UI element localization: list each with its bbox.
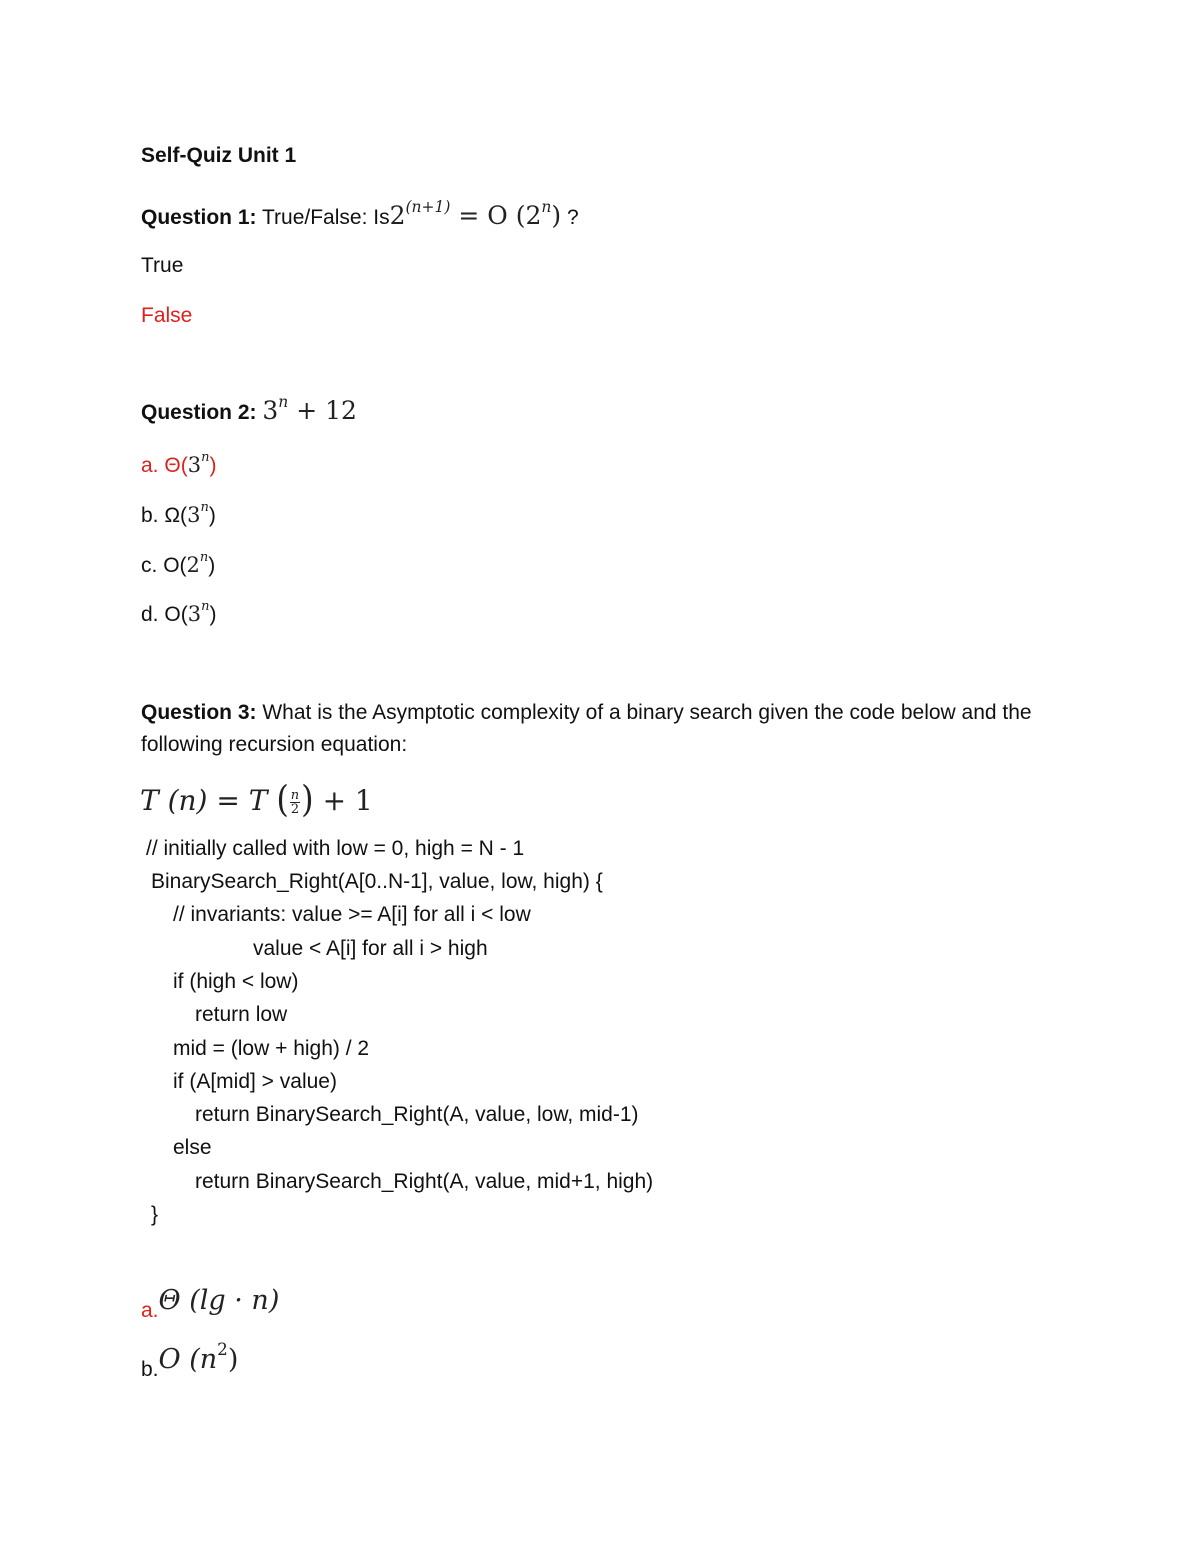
q2-option-c-base: 2 [186,553,200,577]
q1-math-rhs-exp: n [541,197,552,216]
q2-option-c-math [186,550,209,577]
q3-option-a-letter: a. [141,1299,159,1322]
question-1-prompt: True/False: [261,206,368,229]
q1-math-close: ) [551,201,562,230]
q3-option-b-math-post: ) [227,1344,239,1375]
q2-option-c-letter: c. [141,554,158,577]
question-1-qmark: ? [566,206,579,229]
q2-option-a-exp: n [201,450,210,466]
q1-math-lhs-exp: (n+1) [405,197,451,216]
q2-option-d-close: ) [209,603,217,626]
question-1 [141,197,579,231]
q2-option-b-base: 3 [187,503,201,527]
q2-option-d [141,601,216,628]
q2-math-exp: n [278,392,289,411]
question-3-line-1 [141,700,1032,726]
q3-option-b-math-exp: 2 [217,1338,228,1359]
question-1-is: Is [373,206,390,229]
question-1-label: Question 1: [141,206,257,229]
recursion-eq-paren-open: ( [276,777,289,821]
code-line-9: return BinarySearch_Right(A, value, low, mid-1) [195,1103,639,1126]
q2-option-c [141,552,215,579]
q2-option-b-math [187,500,209,527]
q2-option-a-base: 3 [187,453,202,477]
code-line-7: mid = (low + high) / 2 [173,1037,370,1060]
recursion-equation [140,777,373,821]
q2-option-d-base: 3 [187,602,202,626]
q2-option-b [141,502,216,529]
q3-option-b-letter: b. [141,1358,159,1381]
q2-option-d-op: O( [164,603,188,626]
q2-option-b-close: ) [208,504,216,527]
question-1-math [389,197,562,230]
q1-option-false-answer: False [141,304,193,327]
code-line-10: else [173,1136,212,1159]
question-3-prompt-line-1: What is the Asymptotic complexity of a binary search given the code below and the [262,701,1032,724]
recursion-eq-fraction [290,789,300,816]
q2-option-b-exp: n [200,500,209,516]
q2-option-a-close: ) [209,454,217,477]
q1-option-true: True [141,254,184,277]
q3-option-a-math-text: Θ (lg · n) [158,1285,280,1316]
code-line-6: return low [195,1003,288,1026]
recursion-eq-frac-den: 2 [290,802,300,817]
question-3-label: Question 3: [141,701,257,724]
q3-option-b-math-pre: O (n [158,1344,218,1375]
q2-option-a-op: Θ( [164,454,188,477]
q3-option-a-math [159,1285,280,1316]
code-line-1: // initially called with low = 0, high = N - 1 [146,837,525,860]
q1-math-eq: = O (2 [458,201,542,230]
question-3-prompt-line-2: following recursion equation: [141,733,408,756]
question-2 [141,392,357,426]
recursion-eq-paren-close: ) [301,777,314,821]
q3-option-b-math [158,1338,239,1375]
q2-math-rest: + 12 [296,396,357,425]
question-2-math [262,392,357,425]
q2-option-a-letter: a. [141,454,159,477]
q2-option-c-op: O( [163,554,187,577]
code-line-5: if (high < low) [173,970,299,993]
q2-option-d-exp: n [201,599,210,615]
recursion-eq-frac-num: n [290,788,300,803]
code-line-2: BinarySearch_Right(A[0..N-1], value, low, high) { [151,870,603,893]
q3-option-b [141,1338,239,1383]
recursion-eq-right: + 1 [322,784,373,817]
code-line-3: // invariants: value >= A[i] for all i < low [173,903,531,926]
q2-option-c-close: ) [208,554,216,577]
q2-math-base: 3 [262,396,279,425]
code-line-8: if (A[mid] > value) [173,1070,337,1093]
q2-option-d-letter: d. [141,603,159,626]
code-line-11: return BinarySearch_Right(A, value, mid+1, high) [195,1170,654,1193]
code-line-4: value < A[i] for all i > high [253,937,488,960]
recursion-eq-left: T (n) = T [140,784,268,817]
question-2-label: Question 2: [141,401,257,424]
q2-option-c-exp: n [199,550,209,566]
page-title: Self-Quiz Unit 1 [141,144,297,167]
q1-math-lhs: 2 [389,201,406,230]
q2-option-a-math [187,450,210,477]
q2-option-a-answer [141,452,216,479]
q2-option-d-math [187,599,210,626]
q3-option-a-answer [141,1285,280,1324]
q2-option-b-op: Ω( [164,504,188,527]
q2-option-b-letter: b. [141,504,159,527]
code-line-12: } [151,1203,159,1226]
